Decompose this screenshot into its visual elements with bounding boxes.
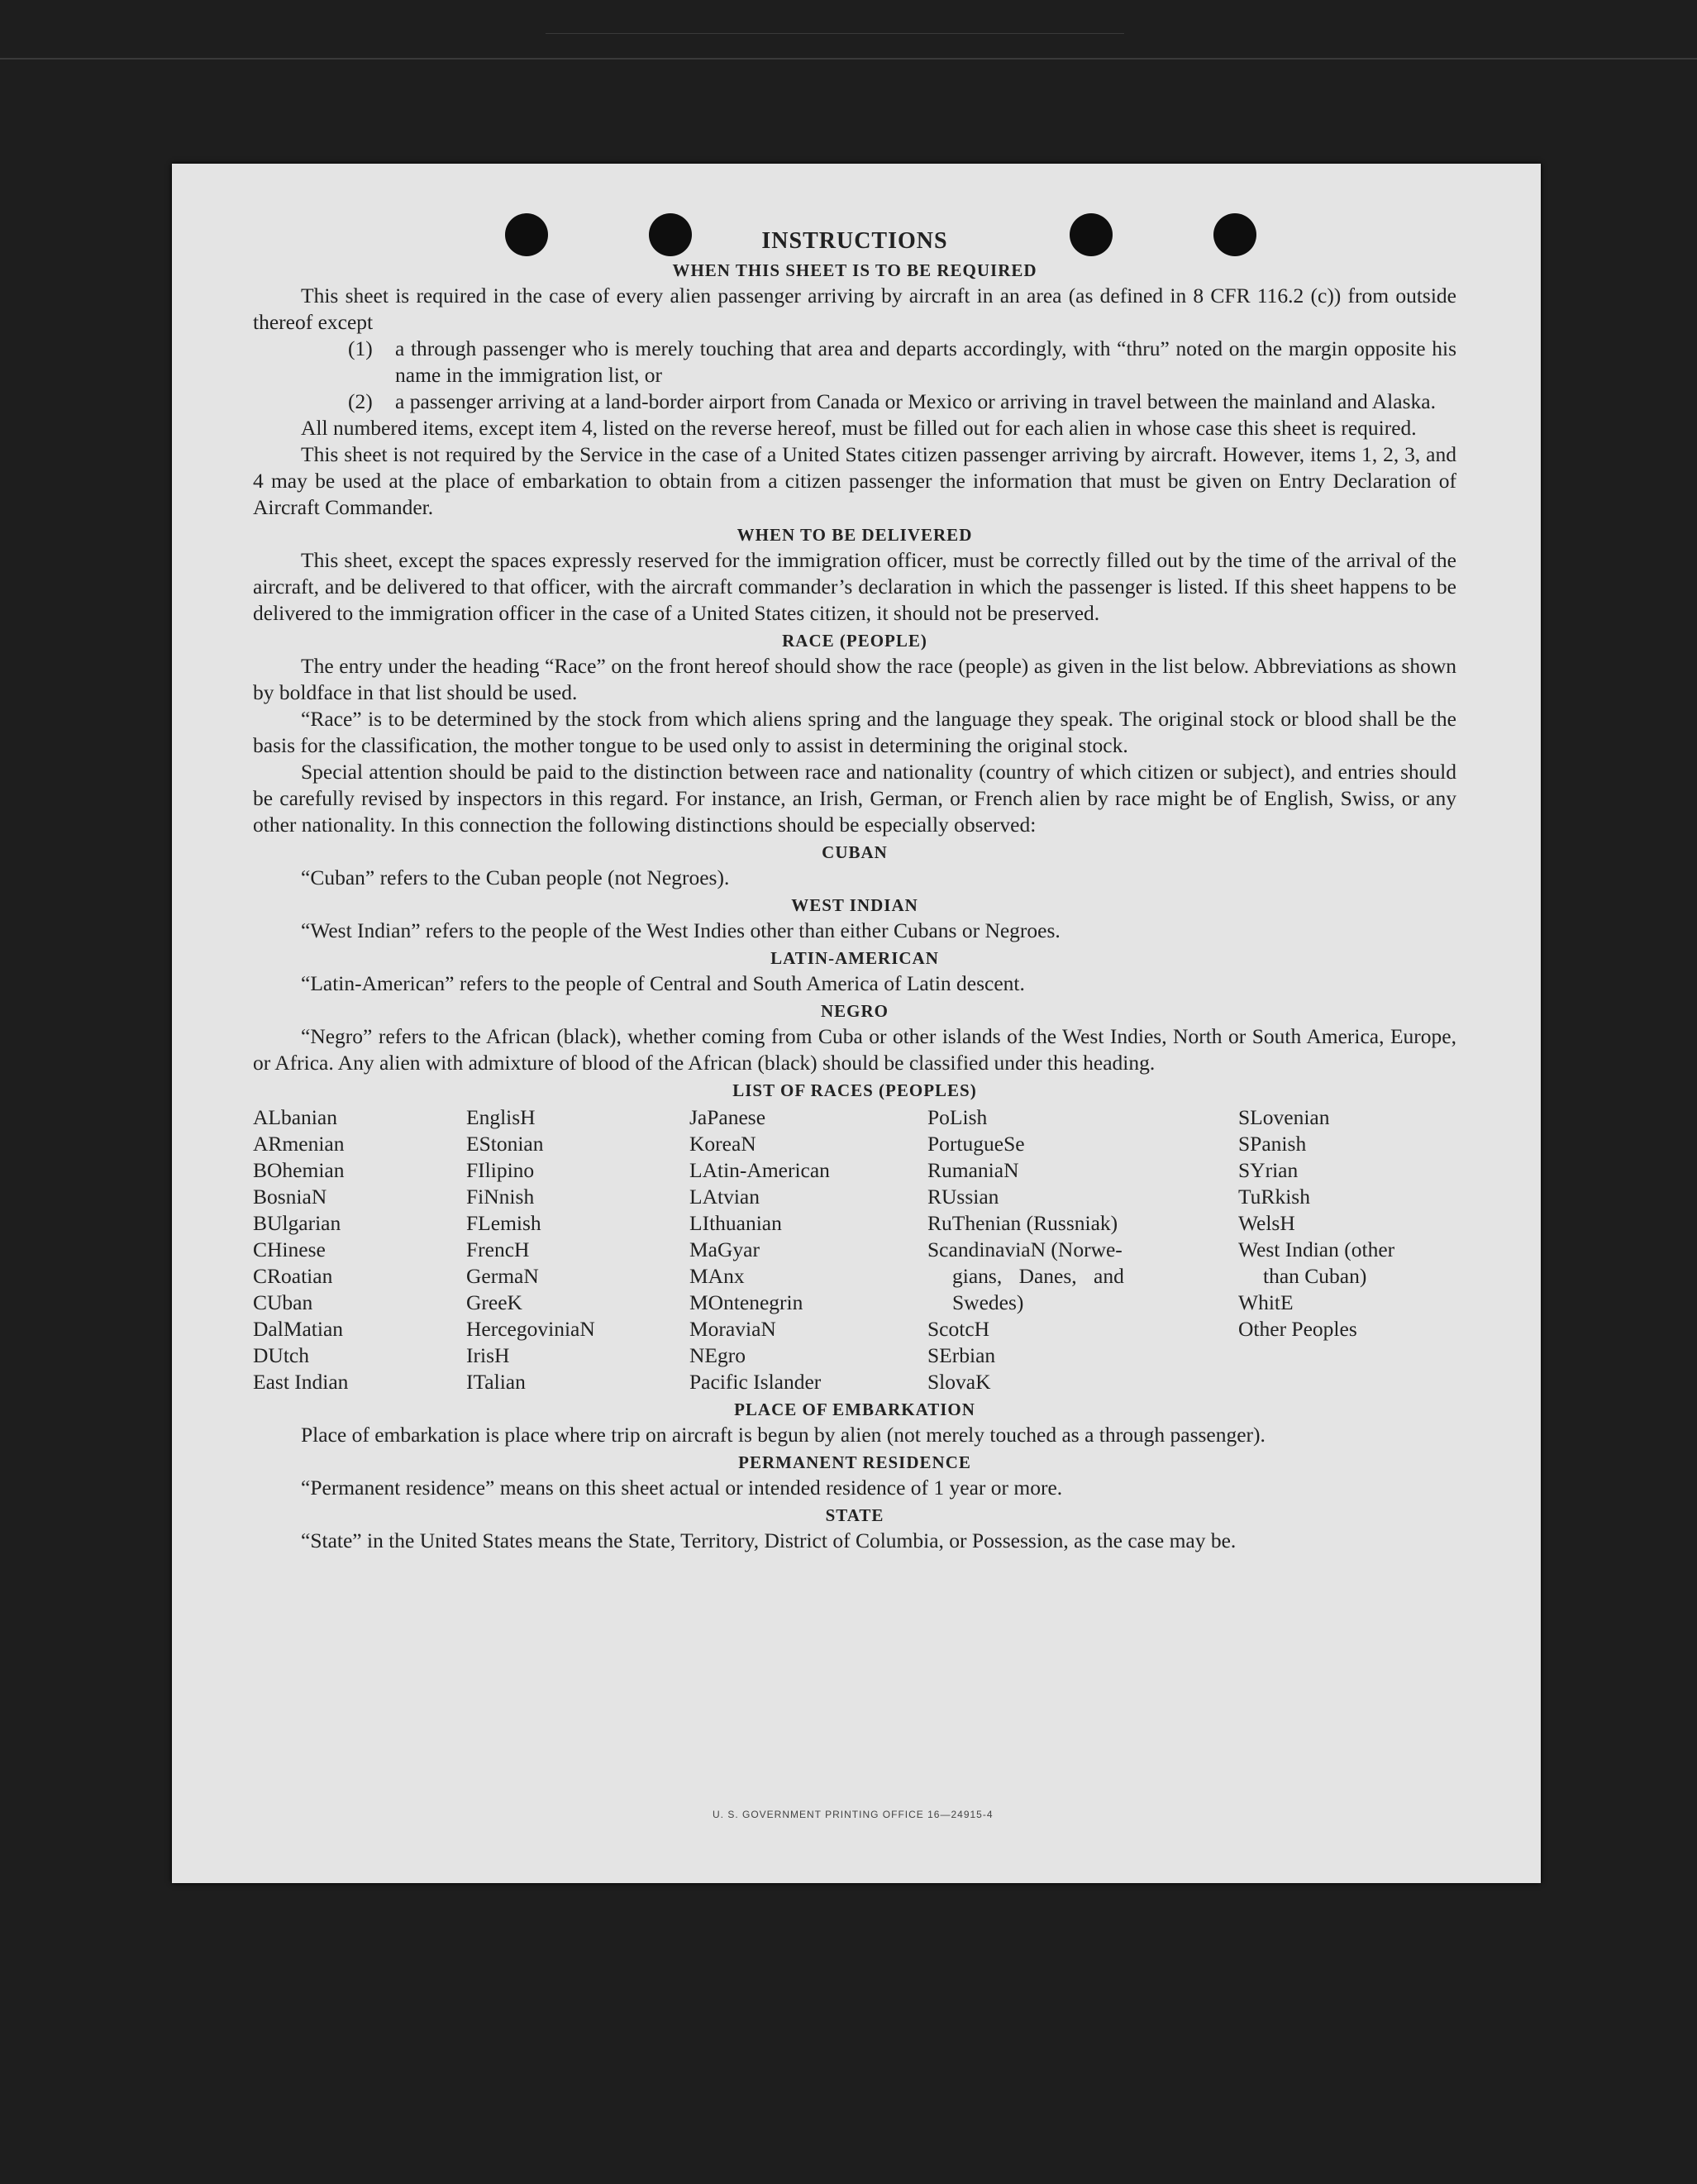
race-entry: RuThenian (Russniak) <box>927 1211 1118 1235</box>
section-heading-cuban: CUBAN <box>822 842 888 862</box>
race-entry: IrisH <box>466 1343 510 1367</box>
west-indian-text: “West Indian” refers to the people of the West Indies other than either Cubans or Negroes. <box>301 918 1061 942</box>
race-entry: ARmenian <box>253 1132 345 1156</box>
race-entry: FiNnish <box>466 1185 535 1209</box>
section-heading-negro: NEGRO <box>820 1001 889 1021</box>
required-numbered-items: All numbered items, except item 4, listed on the reverse hereof, must be filled out for each alien in whose case this sheet is required. <box>301 416 1417 440</box>
race-entry: CRoatian <box>253 1264 333 1288</box>
race-entry: TuRkish <box>1238 1185 1310 1209</box>
race-entry: ScotcH <box>927 1317 990 1341</box>
race-entry: JaPanese <box>689 1105 766 1129</box>
race-entry: FrencH <box>466 1237 530 1261</box>
delivered-text: This sheet, except the spaces expressly reserved for the immigration officer, must be correctly filled out by the time of the arrival of the aircraft, and be delivered to that officer, with the aircraft commander’s declaration in which the passenger is listed. If this sheet happens to be delivered to the immigration officer in the case of a United States citizen, it should not be preserved. <box>253 548 1456 625</box>
state-text: “State” in the United States means the State, Territory, District of Columbia, or Possession, as the case may be. <box>301 1528 1237 1552</box>
section-heading-latin-american: LATIN-AMERICAN <box>770 948 939 968</box>
race-entry-continued: than Cuban) <box>1263 1264 1367 1288</box>
race-entry: LIthuanian <box>689 1211 782 1235</box>
section-heading-embarkation: PLACE OF EMBARKATION <box>734 1400 975 1419</box>
race-entry: BUlgarian <box>253 1211 341 1235</box>
race-entry: LAtin-American <box>689 1158 830 1182</box>
race-entry: SlovaK <box>927 1370 991 1394</box>
race-entry: GermaN <box>466 1264 539 1288</box>
race-entry: MOntenegrin <box>689 1290 803 1314</box>
section-heading-required: WHEN THIS SHEET IS TO BE REQUIRED <box>672 260 1037 280</box>
race-entry: MAnx <box>689 1264 745 1288</box>
race-entry: SPanish <box>1238 1132 1307 1156</box>
race-entry: MoraviaN <box>689 1317 776 1341</box>
exception-text: a through passenger who is merely touching that area and departs accordingly, with “thru” noted on the margin opposite his name in the immigration list, or <box>395 336 1456 387</box>
race-entry: CHinese <box>253 1237 326 1261</box>
race-entry: CUban <box>253 1290 313 1314</box>
exception-item <box>348 336 1456 389</box>
race-entry: SYrian <box>1238 1158 1299 1182</box>
race-entry: PoLish <box>927 1105 988 1129</box>
race-entry: ScandinaviaN (Norwe- <box>927 1237 1123 1261</box>
page-title: INSTRUCTIONS <box>761 228 948 254</box>
required-intro: This sheet is required in the case of every alien passenger arriving by aircraft in an area (as defined in 8 CFR 116.2 (c)) from outside thereof except <box>253 284 1456 334</box>
residence-text: “Permanent residence” means on this sheet actual or intended residence of 1 year or more. <box>301 1476 1063 1500</box>
race-entry: Other Peoples <box>1238 1317 1357 1341</box>
races-column <box>927 1104 1238 1395</box>
race-entry: PortugueSe <box>927 1132 1025 1156</box>
race-entry: SLovenian <box>1238 1105 1330 1129</box>
race-entry: FIlipino <box>466 1158 535 1182</box>
race-entry: Pacific Islander <box>689 1370 822 1394</box>
section-heading-delivered: WHEN TO BE DELIVERED <box>736 525 973 545</box>
race-entry: RUssian <box>927 1185 999 1209</box>
instructions-content <box>253 227 1456 1554</box>
race-entry: HercegoviniaN <box>466 1317 595 1341</box>
race-entry: EnglisH <box>466 1105 536 1129</box>
scan-edge-line <box>546 33 1124 34</box>
race-entry: NEgro <box>689 1343 746 1367</box>
section-heading-races-list: LIST OF RACES (PEOPLES) <box>732 1080 977 1100</box>
race-entry: DalMatian <box>253 1317 344 1341</box>
race-entry: LAtvian <box>689 1185 760 1209</box>
race-entry: KoreaN <box>689 1132 756 1156</box>
race-entry: FLemish <box>466 1211 541 1235</box>
races-column <box>1238 1104 1456 1395</box>
race-entry: RumaniaN <box>927 1158 1019 1182</box>
section-heading-state: STATE <box>825 1505 884 1525</box>
section-heading-race: RACE (PEOPLE) <box>782 631 927 651</box>
race-entry: WelsH <box>1238 1211 1295 1235</box>
races-column <box>466 1104 689 1395</box>
exception-number: (2) <box>348 389 373 413</box>
race-entry: GreeK <box>466 1290 522 1314</box>
negro-text: “Negro” refers to the African (black), whether coming from Cuba or other islands of the West Indies, North or South America, Europe, or Africa. Any alien with admixture of blood of the African (black) should be classified under this heading. <box>253 1024 1456 1075</box>
exception-number: (1) <box>348 336 373 360</box>
latin-american-text: “Latin-American” refers to the people of Central and South America of Latin descent. <box>301 971 1025 995</box>
exception-item <box>348 389 1456 415</box>
cuban-text: “Cuban” refers to the Cuban people (not Negroes). <box>301 865 730 889</box>
race-paragraph: “Race” is to be determined by the stock from which aliens spring and the language they speak. The original stock or blood shall be the basis for the classification, the mother tongue to be used only to assist in determining the original stock. <box>253 707 1456 757</box>
race-paragraph: The entry under the heading “Race” on the front hereof should show the race (people) as given in the list below. Abbreviations as shown by boldface in that list should be used. <box>253 654 1456 704</box>
races-column <box>689 1104 927 1395</box>
race-entry: WhitE <box>1238 1290 1294 1314</box>
race-entry: ITalian <box>466 1370 526 1394</box>
race-paragraph: Special attention should be paid to the distinction between race and nationality (country of which citizen or subject), and entries should be carefully revised by inspectors in this regard. For instance, an Irish, German, or French alien by race might be of English, Swiss, or any other nationality. In this connection the following distinctions should be especially observed: <box>253 760 1456 837</box>
section-heading-west-indian: WEST INDIAN <box>791 895 918 915</box>
printer-imprint: U. S. GOVERNMENT PRINTING OFFICE 16—24915-4 <box>713 1809 994 1820</box>
race-entry: MaGyar <box>689 1237 760 1261</box>
required-citizen-note: This sheet is not required by the Service in the case of a United States citizen passenger arriving by aircraft. However, items 1, 2, 3, and 4 may be used at the place of embarkation to obtain from a citizen passenger the information that must be given on Entry Declaration of Aircraft Commander. <box>253 442 1456 519</box>
race-entry: BosniaN <box>253 1185 327 1209</box>
race-entry: BOhemian <box>253 1158 345 1182</box>
embarkation-text: Place of embarkation is place where trip on aircraft is begun by alien (not merely touched as a through passenger). <box>301 1423 1266 1447</box>
race-entry-continued: Swedes) <box>952 1290 1024 1314</box>
race-entry: DUtch <box>253 1343 309 1367</box>
race-entry: West Indian (other <box>1238 1237 1395 1261</box>
race-entry: SErbian <box>927 1343 996 1367</box>
race-entry: ALbanian <box>253 1105 337 1129</box>
race-entry: East Indian <box>253 1370 349 1394</box>
exception-text: a passenger arriving at a land-border airport from Canada or Mexico or arriving in travel between the mainland and Alaska. <box>395 389 1436 413</box>
race-entry: EStonian <box>466 1132 544 1156</box>
race-entry-continued: gians, Danes, and <box>952 1264 1124 1288</box>
races-list <box>253 1104 1456 1395</box>
section-heading-residence: PERMANENT RESIDENCE <box>738 1452 971 1472</box>
scan-edge-line <box>0 58 1697 60</box>
races-column <box>253 1104 466 1395</box>
